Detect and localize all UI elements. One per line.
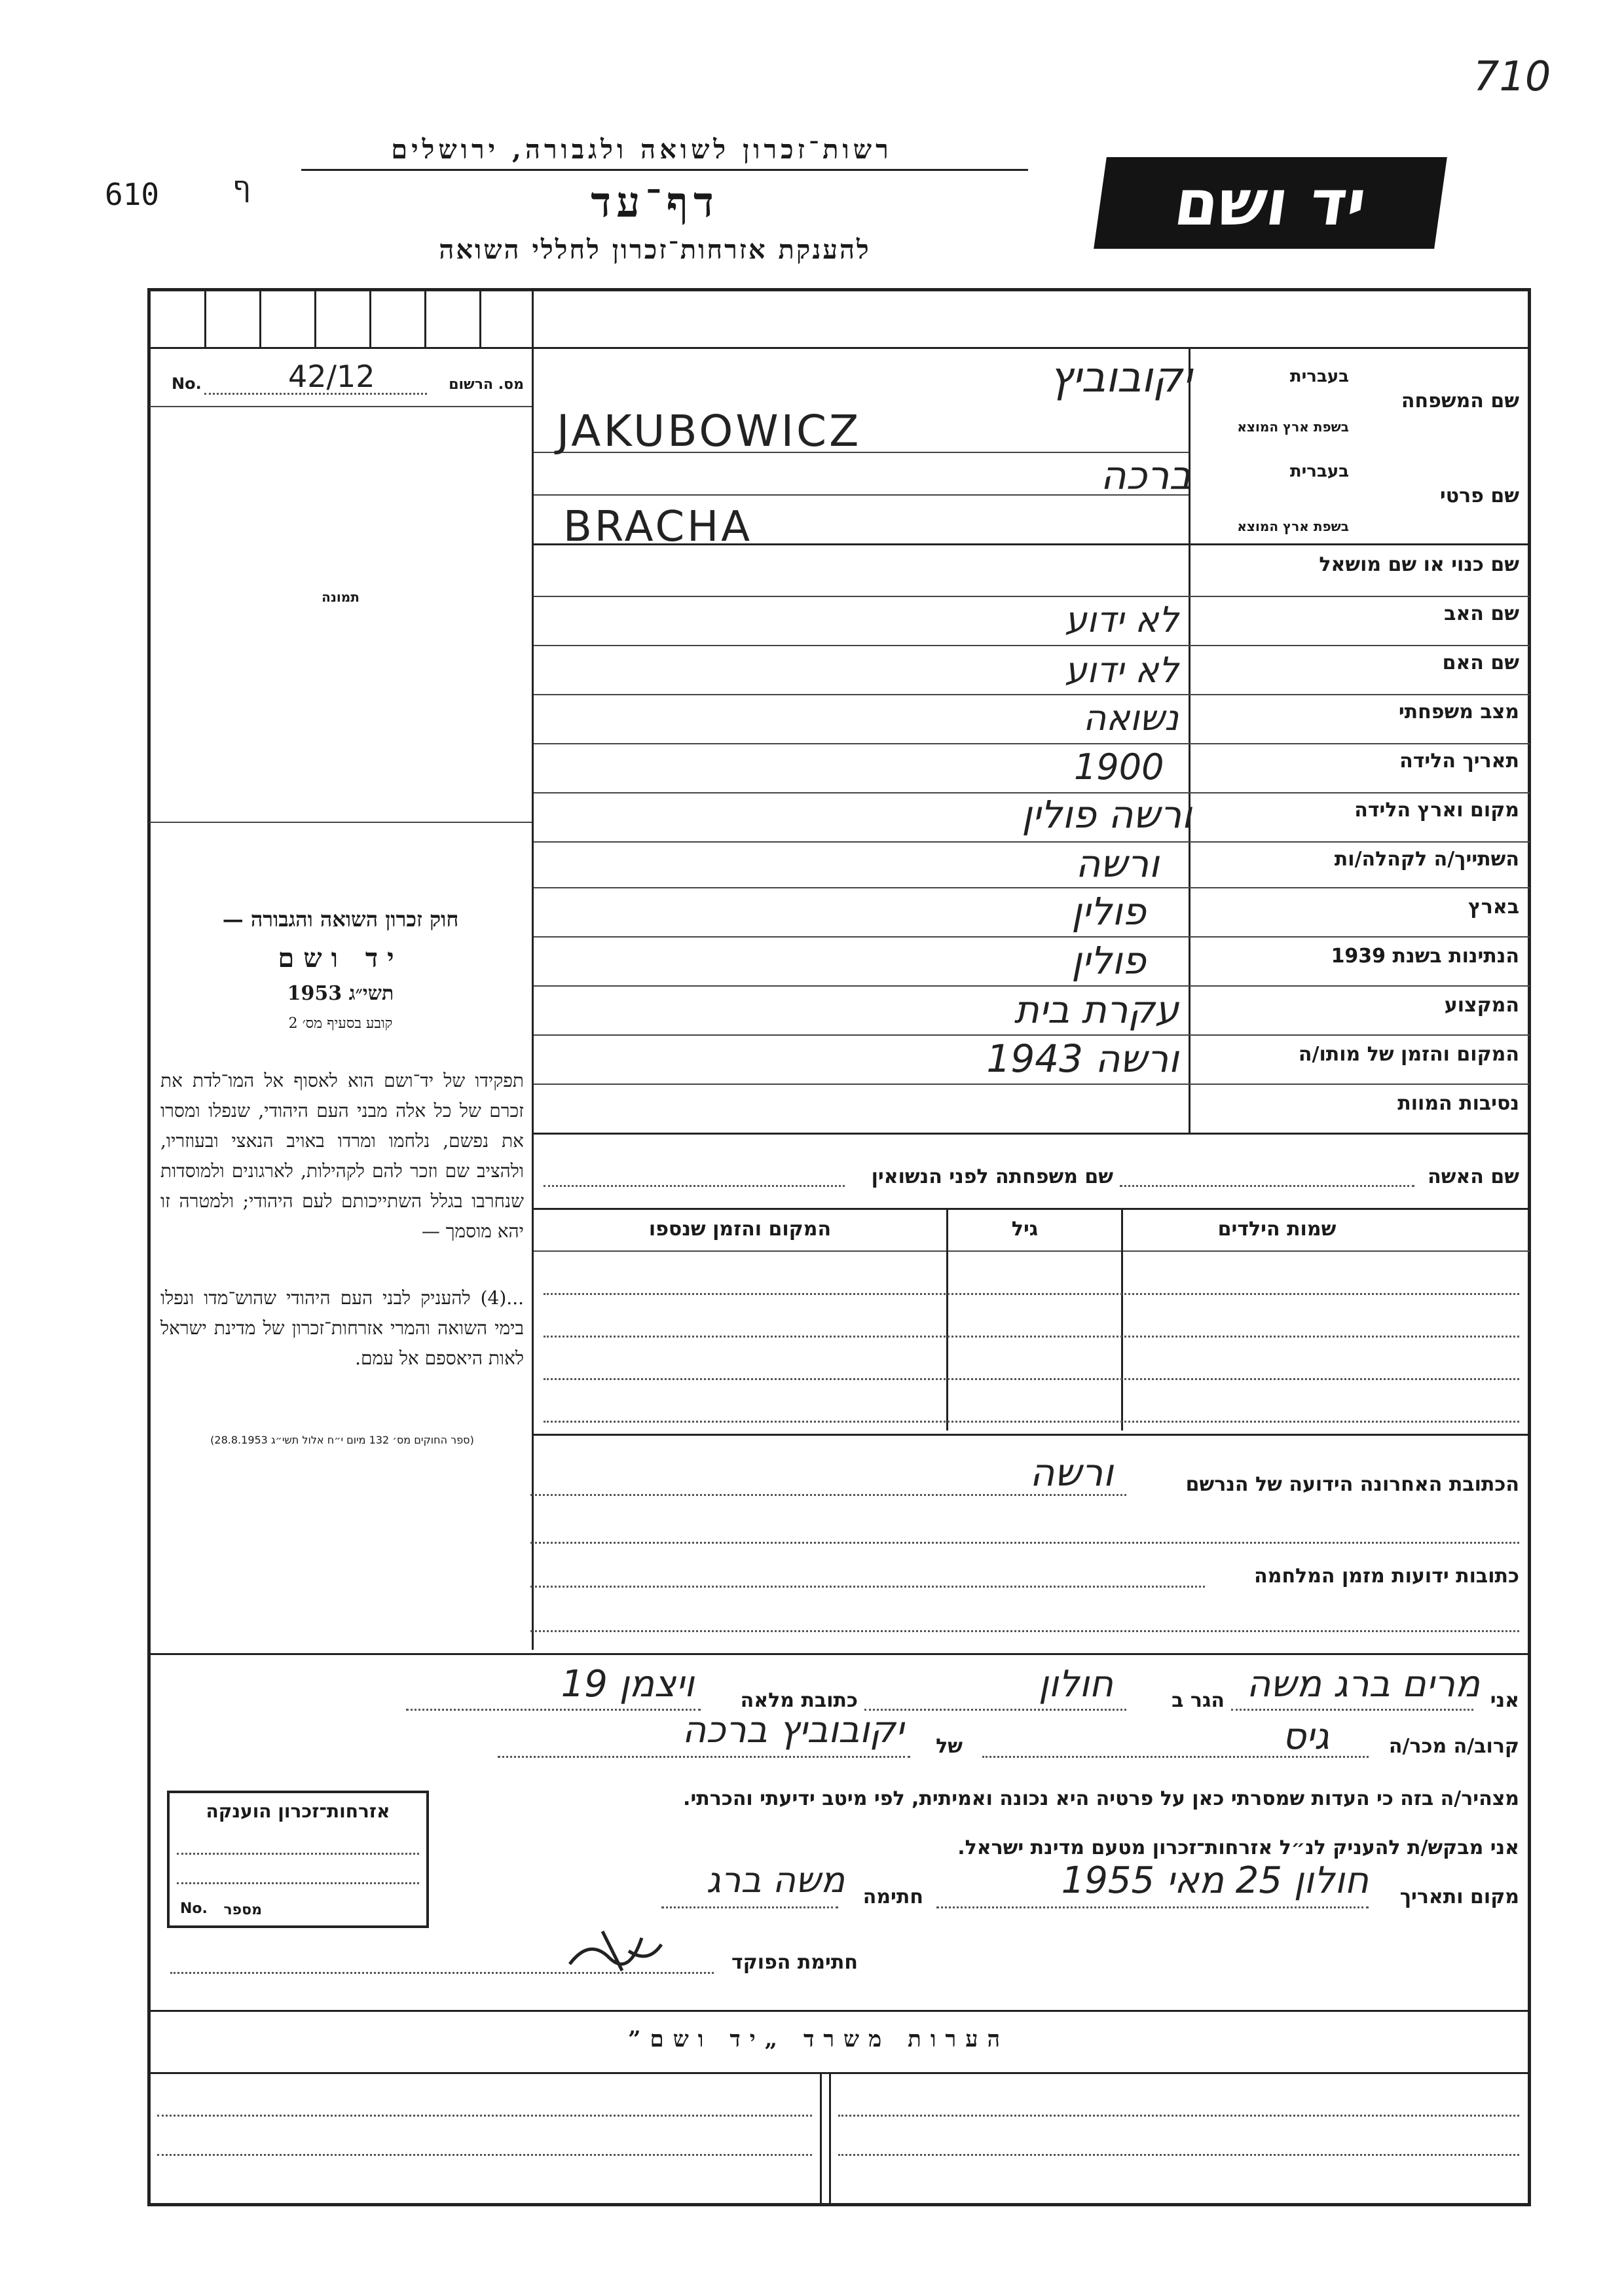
stamp-box-number-he: מספר [223,1902,262,1918]
declarant-name-value: מרים ברג משה [1246,1663,1480,1705]
father-label: שם האב [1444,602,1519,625]
family-name-hebrew-value: יקובוביץ [1049,354,1192,402]
profession-value: עקרת בית [1014,987,1179,1032]
family-name-he-label: בעברית [1289,367,1349,386]
photo-label: תמונה [322,589,360,605]
father-value: לא ידוע [1064,599,1179,640]
yad-vashem-logo [1094,157,1447,249]
profession-label: המקצוע [1444,994,1519,1017]
maiden-name-label: שם משפחתה לפני הנשואין [871,1165,1113,1188]
first-name-latin-value: BRACHA [563,503,753,551]
resides-in-label: הגר ב [1172,1689,1225,1712]
logo-text: יד ושם [1170,166,1371,240]
family-name-latin-value: JAKUBOWICZ [557,406,862,456]
declarant-i-label: אני [1490,1689,1519,1712]
page-subtitle: להענקת אזרחות־זכרון לחללי השואה [439,234,871,265]
first-name-he-label: בעברית [1289,462,1349,481]
nickname-label: שם כנוי או שם מושאל [1319,553,1519,576]
citizenship-value: פולין [1071,938,1146,983]
authority-line: רשות־זכרון לשואה ולגבורה, ירושלים [391,134,893,165]
first-name-hebrew-value: ברכה [1100,453,1192,499]
children-names-header: שמות הילדים [1217,1218,1337,1241]
stamp-box-title: אזרחות־זכרון הוענקה [206,1800,390,1822]
marital-status-value: נשואה [1083,697,1179,738]
last-address-value: ורשה [1029,1450,1113,1495]
of-value: יקובוביץ ברכה [682,1709,904,1751]
left-stamp-mark: ף [232,170,251,204]
place-date-label: מקום ותאריך [1399,1886,1519,1908]
reg-label-en: No. [172,374,202,393]
death-place-time-label: המקום והזמן של מותו/ה [1298,1043,1519,1066]
request-text: אני מבקש/ת להעניק לנ״ל אזרחות־זכרון מטעם מדינת ישראל. [957,1836,1519,1859]
left-column-divider [532,288,534,1650]
official-signature-label: חתימת הפוקד [731,1951,858,1974]
official-signature-scribble [563,1925,668,1977]
left-stamp-number: 610 [105,177,160,212]
law-text-main: תפקידו של יד־ושם הוא לאסוף אל המו־לדת את זכרם של כל אלה מבני העם היהודי, שנפלו ומסרו את נפשם, נלחמו ומרדו באויב הנאצי ובעוזריו, ולהציב שם וזכר להם לקהילות, לארגונים ולמוסדות שנחרבו בגלל השתייכותם לעם היהודי; ולמטרה זו יהא מוסמך — [160,1070,524,1242]
birth-place-value: ורשה פולין [1022,792,1192,837]
mother-value: לא ידוע [1064,649,1179,691]
reg-label-he: מס. הרשום [449,376,524,393]
wife-name-label: שם האשה [1428,1165,1519,1188]
authority-underline [301,169,1028,171]
law-clause: קובע בסעיף מס׳ 2 [288,1015,393,1032]
place-date-value: חולון 25 מאי 1955 [1061,1859,1369,1902]
country-label: בארץ [1467,896,1519,919]
last-address-label: הכתובת האחרונה הידועה של הנרשם [1185,1473,1519,1496]
children-age-header: גיל [1011,1218,1039,1241]
first-name-label: שם פרטי [1439,484,1519,507]
stamp-box-number-en: No. [180,1901,208,1917]
full-address-label: כתובת מלאה [740,1689,858,1712]
wartime-addresses-label: כתובות ידועות מזמן המלחמה [1254,1565,1519,1588]
reg-number-value: 42/12 [288,359,375,394]
children-col-divider-2 [946,1208,948,1430]
community-value: ורשה [1075,841,1159,886]
mother-label: שם האם [1442,651,1519,674]
signature-label: חתימה [862,1886,923,1908]
family-name-label: שם המשפחה [1401,390,1519,412]
remarks-divider-b [829,2072,831,2206]
page-title: דף־עד [591,178,719,227]
remarks-divider-a [820,2072,822,2206]
archive-number: 710 [1473,52,1551,100]
family-name-origin-label: בשפת ארץ המוצא [1237,419,1349,435]
office-remarks-title: הערות משרד „יד ושם” [627,2026,1010,2052]
death-circumstances-label: נסיבות המוות [1397,1092,1519,1115]
law-name: יד ושם [278,943,403,974]
law-title: חוק זכרון השואה והגבורה — [222,907,459,932]
first-name-origin-label: בשפת ארץ המוצא [1237,519,1349,534]
relative-value: גיס [1282,1715,1329,1758]
declarant-city-value: חולון [1038,1663,1113,1705]
of-label: של [936,1735,963,1758]
citizenship-label: הנתינות בשנת 1939 [1331,945,1519,968]
relative-label: קרוב/ה מכר/ה [1388,1735,1519,1758]
children-death-header: המקום והזמן שנספו [648,1218,832,1241]
birth-date-value: 1900 [1074,746,1164,788]
birth-place-label: מקום וארץ הלידה [1354,799,1519,822]
death-place-time-value: ורשה 1943 [986,1036,1179,1081]
signature-value: משה ברג [706,1859,845,1901]
children-col-divider-1 [1121,1208,1123,1430]
law-footnote: (ספר החוקים מס׳ 132 מיום י״ח אלול תשי״ג 28.8.1953) [210,1434,474,1446]
birth-date-label: תאריך הלידה [1399,750,1519,773]
community-label: השתייך/ה לקהלה/ות [1334,848,1519,871]
law-year: תשי״ג 1953 [287,982,394,1005]
full-address-value: ויצמן 19 [561,1663,694,1705]
declaration-text: מצהיר/ה בזה כי העדות שמסרתי כאן על פרטיה היא נכונה ואמיתית, לפי מיטב ידיעתי והכרתי. [683,1787,1519,1810]
law-text-clause-4: ...(4) להעניק לבני העם היהודי שהוש־מדו ונפלו בימי השואה והמרי אזרחות־זכרון של מדינת ישראל לאות היאספם אל עמם. [160,1287,524,1369]
country-value: פולין [1071,889,1146,934]
marital-status-label: מצב משפחתי [1398,701,1519,723]
